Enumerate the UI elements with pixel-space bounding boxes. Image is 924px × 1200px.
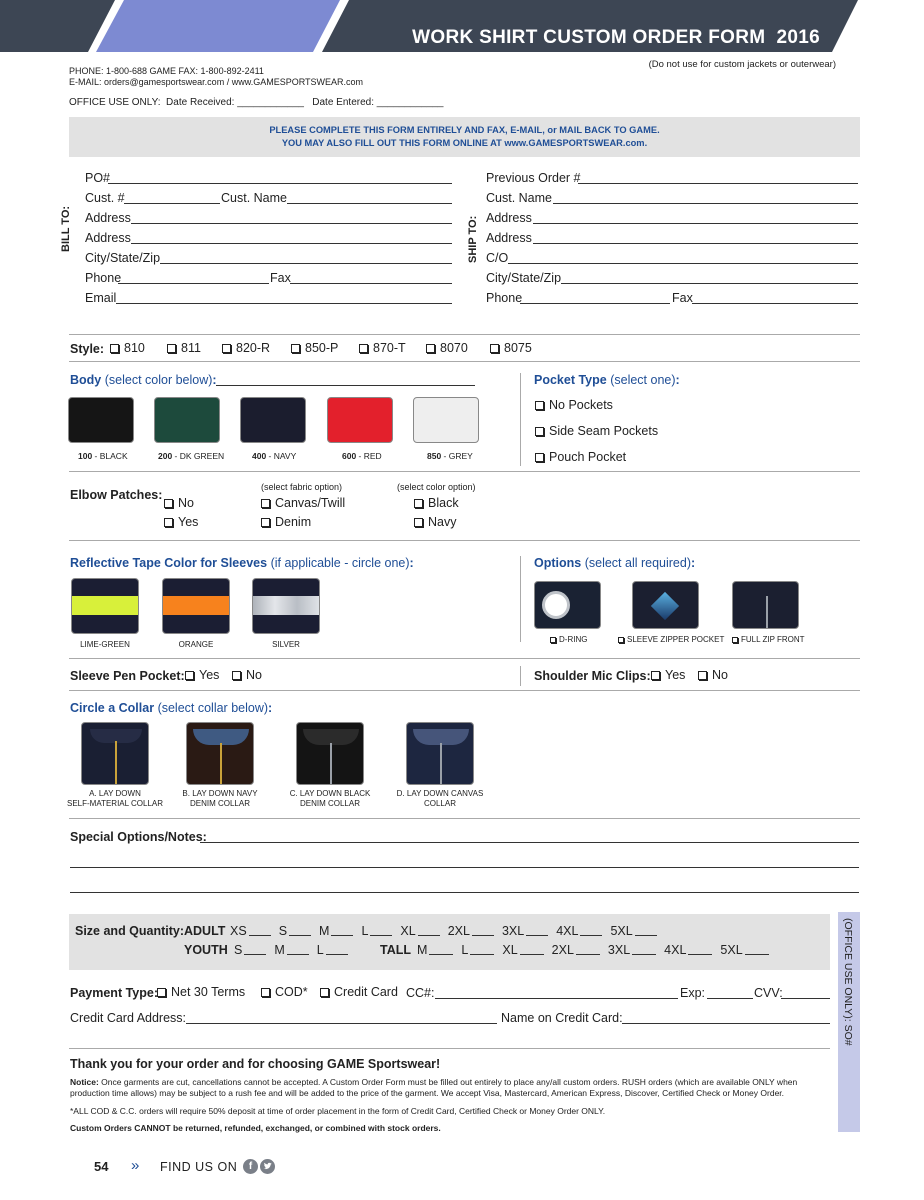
collar-heading: Circle a Collar (select collar below):	[70, 701, 273, 715]
no-returns-text: Custom Orders CANNOT be returned, refunded, exchanged, or combined with stock orders.	[70, 1123, 441, 1133]
find-us-text: FIND US ON	[160, 1160, 238, 1174]
style-option-8075[interactable]: 8075	[490, 341, 532, 355]
size-youth-s: S	[234, 943, 243, 957]
size-adult-xs: XS	[230, 924, 247, 938]
prev-order-label: Previous Order #	[486, 171, 581, 185]
elbow-option-yes[interactable]: Yes	[164, 515, 198, 529]
swatch-grey[interactable]	[413, 397, 479, 443]
cc-address-label: Credit Card Address:	[70, 1011, 187, 1025]
ship-phone-field[interactable]	[520, 303, 670, 304]
tape-stripe	[163, 596, 229, 615]
swatch-black[interactable]	[68, 397, 134, 443]
tape-stripe	[72, 596, 138, 615]
name-on-card-field[interactable]	[622, 1023, 830, 1024]
option-full-zip[interactable]: FULL ZIP FRONT	[732, 635, 805, 645]
size-tall-2xl: 2XL	[551, 943, 574, 957]
cc-exp-label: Exp:	[680, 986, 706, 1000]
swatch-label-navy: 400 - NAVY	[252, 451, 297, 461]
header-note: (Do not use for custom jackets or outerwear)	[648, 59, 836, 70]
divider	[69, 1048, 830, 1049]
bill-address1-label: Address	[85, 211, 131, 225]
size-qty-field[interactable]	[249, 926, 271, 936]
banner-line-2: YOU MAY ALSO FILL OUT THIS FORM ONLINE AT www.GAMESPORTSWEAR.com.	[281, 138, 648, 148]
size-qty-field[interactable]	[326, 945, 348, 955]
elbow-option-no[interactable]: No	[164, 496, 194, 510]
notes-field-3[interactable]	[70, 892, 859, 893]
ship-cust-name-field[interactable]	[553, 203, 858, 204]
banner-line-1: PLEASE COMPLETE THIS FORM ENTIRELY AND FAX, E-MAIL, or MAIL BACK TO GAME.	[269, 125, 660, 135]
ship-to-label: SHIP TO:	[467, 215, 479, 263]
vertical-divider	[520, 373, 521, 466]
size-adult-m: M	[319, 924, 330, 938]
collar-a-image[interactable]	[81, 722, 149, 785]
zipper-line	[440, 743, 442, 785]
size-adult-2xl: 2XL	[447, 924, 470, 938]
office-use-line: OFFICE USE ONLY: Date Received: ____________ Date Entered: ____________	[69, 97, 444, 108]
size-qty-field[interactable]	[331, 926, 353, 936]
swatch-label-red: 600 - RED	[342, 451, 382, 461]
body-heading: Body (select color below):	[70, 373, 217, 387]
cust-no-field[interactable]	[124, 203, 220, 204]
bill-phone-label: Phone	[85, 271, 122, 285]
size-qty-field[interactable]	[576, 945, 600, 955]
size-adult-3xl: 3XL	[501, 924, 525, 938]
size-qty-field[interactable]	[244, 945, 266, 955]
thank-you-text: Thank you for your order and for choosing GAME Sportswear!	[70, 1057, 441, 1071]
vertical-divider	[520, 556, 521, 642]
divider	[69, 818, 860, 819]
collar-b-image[interactable]	[186, 722, 254, 785]
color-hint: (select color option)	[397, 482, 476, 492]
style-option-870-t[interactable]: 870-T	[359, 341, 406, 355]
phone-line: PHONE: 1-800-688 GAME FAX: 1-800-892-2411	[69, 66, 264, 76]
size-qty-field[interactable]	[526, 926, 548, 936]
cc-cvv-label: CVV:	[754, 986, 783, 1000]
size-adult-5xl: 5XL	[610, 924, 633, 938]
option-sleeve-zipper-image	[632, 581, 699, 629]
style-option-8070[interactable]: 8070	[426, 341, 468, 355]
notes-field-2[interactable]	[70, 867, 859, 868]
size-qty-field[interactable]	[289, 926, 311, 936]
po-label: PO#	[85, 171, 111, 185]
divider	[69, 690, 860, 691]
mic-clips-no[interactable]: No	[698, 668, 728, 682]
patch-color-navy[interactable]: Navy	[414, 515, 456, 529]
bill-city-label: City/State/Zip	[85, 251, 161, 265]
swatch-dk-green[interactable]	[154, 397, 220, 443]
style-option-820-r[interactable]: 820-R	[222, 341, 270, 355]
mic-clips-label: Shoulder Mic Clips:	[534, 669, 651, 683]
size-qty-field[interactable]	[429, 945, 453, 955]
bill-phone-field[interactable]	[118, 283, 269, 284]
bill-address2-label: Address	[85, 231, 131, 245]
size-tall-xl: XL	[502, 943, 518, 957]
pocket-option-pouch[interactable]: Pouch Pocket	[535, 450, 626, 464]
style-option-850-p[interactable]: 850-P	[291, 341, 338, 355]
notes-field-1[interactable]	[200, 842, 859, 843]
size-adult-l: L	[361, 924, 369, 938]
notice-text: Notice: Once garments are cut, cancellations cannot be accepted. A Custom Order Form must be filled out entirely to place any/all custom orders. RUSH orders (which are available ONLY when production time allows) may be subject to a rush fee and will be added to the price of the garment. We accept Visa, Mastercard, American Express, Discover, Certified Check or Money Order.	[70, 1077, 798, 1098]
ship-fax-label: Fax	[672, 291, 693, 305]
divider	[69, 361, 860, 362]
office-use-sidebar	[838, 912, 860, 1132]
divider	[69, 658, 860, 659]
bird-glyph	[260, 1159, 275, 1174]
vertical-divider	[520, 666, 521, 686]
divider	[69, 471, 860, 472]
prev-order-field[interactable]	[578, 183, 858, 184]
size-qty-field[interactable]	[688, 945, 712, 955]
size-qty-field[interactable]	[632, 945, 656, 955]
cc-address-field[interactable]	[186, 1023, 497, 1024]
size-adult-4xl: 4XL	[556, 924, 579, 938]
tape-orange[interactable]	[162, 578, 230, 634]
size-qty-field[interactable]	[580, 926, 602, 936]
po-field[interactable]	[108, 183, 452, 184]
pen-pocket-yes[interactable]: Yes	[185, 668, 219, 682]
option-d-ring[interactable]: D-RING	[550, 635, 587, 645]
tape-label-orange: ORANGE	[178, 640, 214, 649]
pen-pocket-no[interactable]: No	[232, 668, 262, 682]
size-tall-5xl: 5XL	[720, 943, 743, 957]
size-tall-l: L	[461, 943, 469, 957]
options-heading: Options (select all required):	[534, 556, 696, 570]
option-full-zip-image	[732, 581, 799, 629]
fabric-option-canvas[interactable]: Canvas/Twill	[261, 496, 345, 510]
collar-b-caption: B. LAY DOWN NAVY DENIM COLLAR	[182, 789, 258, 808]
tape-heading: Reflective Tape Color for Sleeves (if applicable - circle one):	[70, 556, 414, 570]
form-title: WORK SHIRT CUSTOM ORDER FORM 2016	[412, 27, 820, 48]
notes-label: Special Options/Notes:	[70, 830, 207, 844]
ship-fax-field[interactable]	[692, 303, 858, 304]
pen-pocket-label: Sleeve Pen Pocket:	[70, 669, 185, 683]
divider	[69, 334, 860, 335]
ship-address1-label: Address	[486, 211, 532, 225]
collar-d-image[interactable]	[406, 722, 474, 785]
collar-d-caption: D. LAY DOWN CANVAS COLLAR	[396, 789, 484, 808]
bill-fax-field[interactable]	[290, 283, 452, 284]
cc-cvv-field[interactable]	[781, 998, 830, 999]
style-option-811[interactable]: 811	[167, 341, 201, 355]
fabric-option-denim[interactable]: Denim	[261, 515, 311, 529]
ship-city-label: City/State/Zip	[486, 271, 562, 285]
size-tall-m: M	[417, 943, 428, 957]
zipper-line	[330, 743, 332, 785]
bill-email-label: Email	[85, 291, 117, 305]
cc-exp-field[interactable]	[707, 998, 753, 999]
deposit-text: *ALL COD & C.C. orders will require 50% deposit at time of order placement in the form of Credit Card, Certified Check or Money Order ONLY.	[70, 1106, 606, 1116]
payment-credit-card[interactable]: Credit Card	[320, 985, 398, 999]
adult-sizes	[230, 924, 665, 938]
payment-net30[interactable]: Net 30 Terms	[157, 985, 245, 999]
size-adult-s: S	[278, 924, 288, 938]
zipper-icon	[766, 596, 768, 629]
adult-label: ADULT	[184, 924, 226, 938]
zipper-line	[220, 743, 222, 785]
pocket-option-none[interactable]: No Pockets	[535, 398, 613, 412]
office-use-so-label: (OFFICE USE ONLY): SO#	[842, 918, 854, 1046]
size-qty-field[interactable]	[635, 926, 657, 936]
collar-c-caption: C. LAY DOWN BLACK DENIM COLLAR	[289, 789, 371, 808]
ship-cust-name-label: Cust. Name	[486, 191, 552, 205]
cust-name-label: Cust. Name	[221, 191, 287, 205]
twitter-icon[interactable]	[260, 1159, 275, 1174]
swatch-red[interactable]	[327, 397, 393, 443]
size-qty-field[interactable]	[370, 926, 392, 936]
email-line: E-MAIL: orders@gamesportswear.com / www.GAMESPORTSWEAR.com	[69, 77, 364, 87]
tape-label-lime-green: LIME-GREEN	[80, 640, 130, 649]
cc-number-label: CC#:	[406, 986, 435, 1000]
size-qty-field[interactable]	[472, 926, 494, 936]
mic-clips-yes[interactable]: Yes	[651, 668, 685, 682]
tape-lime-green[interactable]	[71, 578, 139, 634]
ship-address2-label: Address	[486, 231, 532, 245]
size-qty-field[interactable]	[520, 945, 544, 955]
payment-label: Payment Type:	[70, 986, 158, 1000]
size-qty-field[interactable]	[470, 945, 494, 955]
tall-label: TALL	[380, 943, 412, 957]
ship-address2-field[interactable]	[533, 243, 858, 244]
zipper-pocket-icon	[651, 592, 679, 620]
youth-label: YOUTH	[184, 943, 228, 957]
style-option-810[interactable]: 810	[110, 341, 145, 355]
option-sleeve-zipper[interactable]: SLEEVE ZIPPER POCKET	[618, 635, 724, 645]
style-label: Style:	[70, 342, 105, 356]
swatch-label-dk-green: 200 - DK GREEN	[158, 451, 225, 461]
swatch-label-black: 100 - BLACK	[78, 451, 128, 461]
ship-co-label: C/O	[486, 251, 509, 265]
bill-address2-field[interactable]	[131, 243, 452, 244]
bill-address1-field[interactable]	[131, 223, 452, 224]
cust-no-label: Cust. #	[85, 191, 125, 205]
ship-phone-label: Phone	[486, 291, 523, 305]
cust-name-field[interactable]	[287, 203, 452, 204]
arrows-icon: »	[131, 1157, 140, 1174]
size-panel	[69, 914, 830, 970]
bill-email-field[interactable]	[116, 303, 452, 304]
size-youth-m: M	[274, 943, 285, 957]
instructions-banner	[69, 117, 860, 157]
pocket-heading: Pocket Type (select one):	[534, 373, 680, 387]
ship-co-field[interactable]	[508, 263, 858, 264]
bill-fax-label: Fax	[270, 271, 291, 285]
ring-icon	[542, 591, 570, 619]
fabric-hint: (select fabric option)	[261, 482, 343, 492]
body-color-field[interactable]	[216, 385, 475, 386]
patch-color-black[interactable]: Black	[414, 496, 459, 510]
swatch-label-grey: 850 - GREY	[427, 451, 473, 461]
size-qty-field[interactable]	[418, 926, 440, 936]
ship-city-field[interactable]	[561, 283, 858, 284]
size-tall-3xl: 3XL	[607, 943, 631, 957]
ship-address1-field[interactable]	[533, 223, 858, 224]
divider	[69, 540, 860, 541]
collar-a-caption: A. LAY DOWN SELF-MATERIAL COLLAR	[66, 789, 164, 808]
page-number: 54	[94, 1159, 109, 1174]
elbow-label: Elbow Patches:	[70, 488, 163, 502]
name-on-card-label: Name on Credit Card:	[501, 1011, 623, 1025]
cc-number-field[interactable]	[435, 998, 678, 999]
bill-to-label: BILL TO:	[60, 205, 72, 252]
size-qty-field[interactable]	[745, 945, 769, 955]
tall-sizes	[417, 943, 777, 957]
size-label: Size and Quantity:	[75, 924, 185, 938]
tape-stripe	[253, 596, 319, 615]
option-d-ring-image	[534, 581, 601, 629]
size-youth-l: L	[316, 943, 324, 957]
size-tall-4xl: 4XL	[664, 943, 687, 957]
payment-cod[interactable]: COD*	[261, 985, 308, 999]
bill-city-field[interactable]	[160, 263, 452, 264]
facebook-icon[interactable]: f	[243, 1159, 258, 1174]
tape-label-silver: SILVER	[272, 640, 300, 649]
tape-silver[interactable]	[252, 578, 320, 634]
swatch-navy[interactable]	[240, 397, 306, 443]
collar-c-image[interactable]	[296, 722, 364, 785]
pocket-option-side-seam[interactable]: Side Seam Pockets	[535, 424, 658, 438]
zipper-line	[115, 741, 117, 785]
youth-sizes	[234, 943, 356, 957]
size-adult-xl: XL	[400, 924, 416, 938]
size-qty-field[interactable]	[287, 945, 309, 955]
